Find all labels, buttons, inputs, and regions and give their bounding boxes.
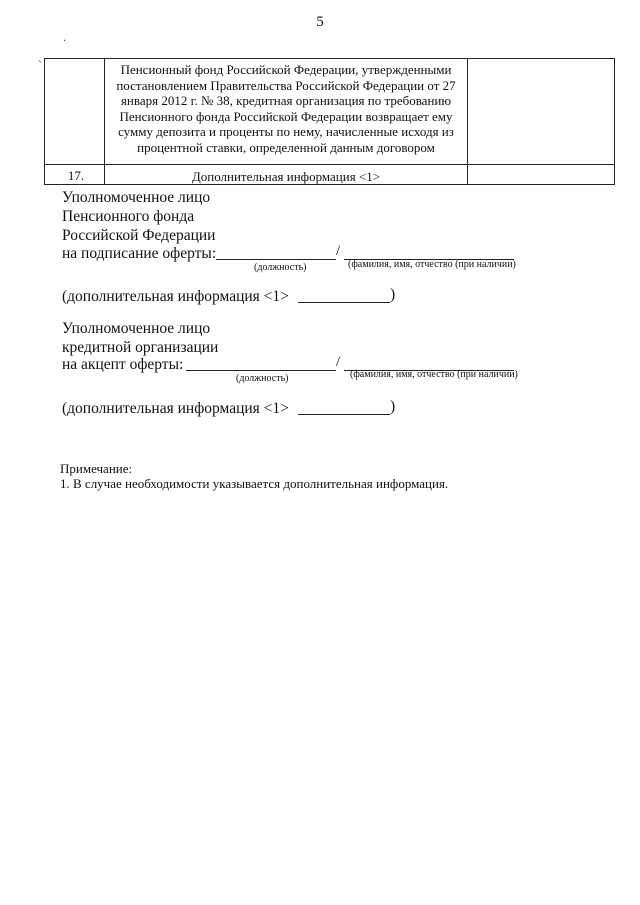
stray-tick-mark: ` <box>38 58 42 72</box>
table-row17-number: 17. <box>67 168 85 183</box>
table-col-divider-2 <box>467 58 468 185</box>
table-right-border <box>614 58 615 185</box>
page-number: 5 <box>316 14 324 30</box>
pfr-additional-info-line[interactable] <box>298 302 390 303</box>
bank-signatory-line1: Уполномоченное лицо <box>62 320 211 337</box>
pfr-slash: / <box>336 243 341 259</box>
pfr-additional-close-paren: ) <box>390 286 396 303</box>
table-row17-label: Дополнительная информация <1> <box>191 169 381 184</box>
bank-position-line[interactable] <box>186 370 336 371</box>
pfr-signatory-line3: Российской Федерации <box>62 227 216 244</box>
bank-name-caption: (фамилия, имя, отчество (при наличии) <box>350 369 518 380</box>
stray-dot-mark: . <box>63 30 66 44</box>
pfr-signatory-line1: Уполномоченное лицо <box>62 189 211 206</box>
note-item-1: 1. В случае необходимости указывается дополнительная информация. <box>60 476 449 491</box>
pfr-sign-offer-label: на подписание оферты: <box>62 245 217 262</box>
bank-slash: / <box>336 354 341 370</box>
note-title: Примечание: <box>60 461 133 476</box>
bank-accept-offer-label: на акцепт оферты: <box>62 356 184 373</box>
pfr-additional-info-label: (дополнительная информация <1> <box>62 288 289 305</box>
bank-additional-info-line[interactable] <box>298 414 390 415</box>
table-col-divider-1 <box>104 58 105 185</box>
bank-additional-info-label: (дополнительная информация <1> <box>62 400 289 417</box>
bank-additional-close-paren: ) <box>390 398 396 415</box>
pfr-position-line[interactable] <box>216 259 336 260</box>
pfr-name-caption: (фамилия, имя, отчество (при наличии) <box>348 259 516 270</box>
bank-signatory-line2: кредитной организации <box>62 339 219 356</box>
pfr-position-caption: (должность) <box>254 262 307 273</box>
table-cell-prev-text: Пенсионный фонд Российской Федерации, утвержденными постановлением Правительства Российской Федерации от 27 января 2012 г. № 38, кредитная организация по требованию Пенсионного фонда Российской Федерации возвращает ему сумму депозита и проценты по нему, начисленные исходя из процентной ставки, определенной данным договором <box>116 62 456 155</box>
table-row-divider <box>44 164 615 165</box>
pfr-signatory-line2: Пенсионного фонда <box>62 208 195 225</box>
table-top-border <box>44 58 615 59</box>
table-left-border <box>44 58 45 185</box>
bank-position-caption: (должность) <box>236 373 289 384</box>
